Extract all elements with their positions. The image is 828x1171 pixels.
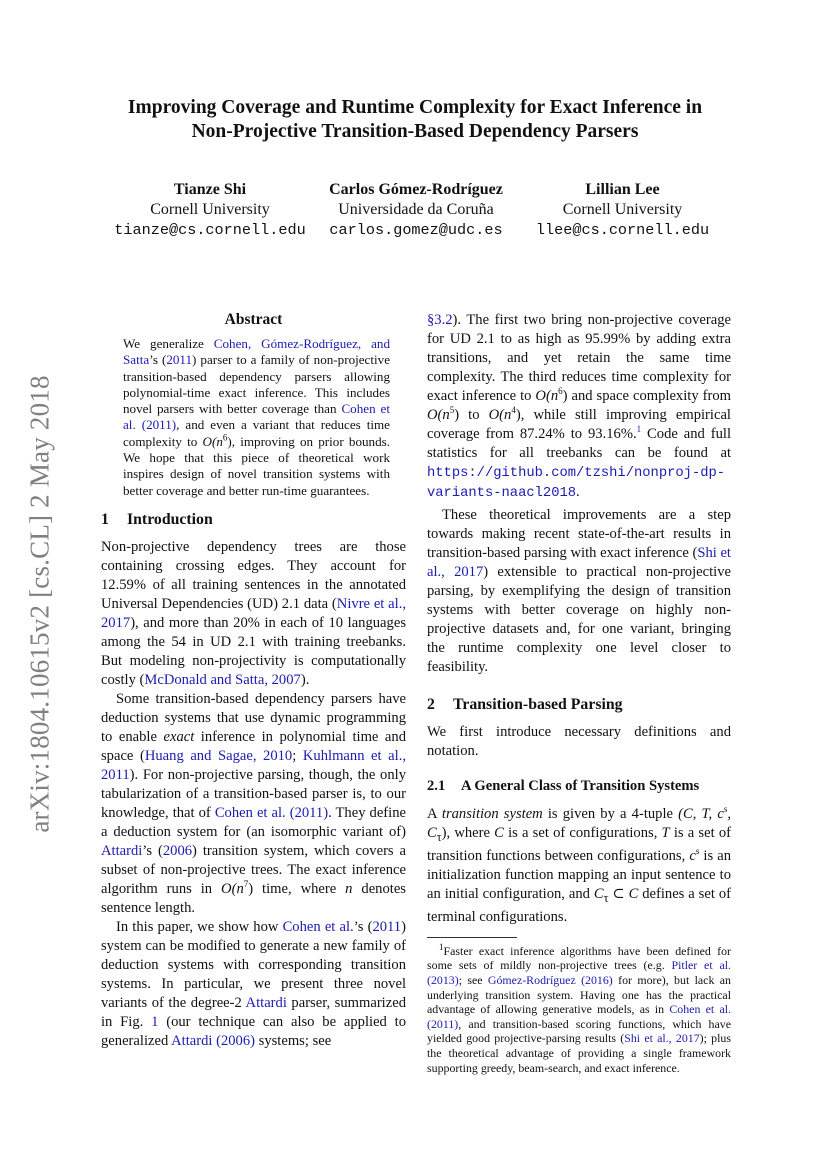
paragraph: Some transition-based dependency parsers have deduction systems that use dynamic programming to enable exact inference in polynomial time and space (Huang and Sagae, 2010; Kuhlmann et al., 2011). For non-projective parsing, though, the only tabularization of a transition-based parser is, to our knowledge, that of Cohen et al. (2011). They define a deduction system for (an isomorphic variant of) Attardi’s (2006) transition system, which covers a subset of non-projective trees. The exact inference algorithm runs in $O(n^7)$ time, where n denotes sentence length. [101,690,407,916]
code-url-link[interactable]: https://github.com/tzshi/nonproj-dp-variants-naacl2018 [427,466,726,501]
author-name: Carlos Gómez-Rodríguez [329,181,503,198]
arxiv-stamp-text: arXiv:1804.10615v2 [cs.CL] 2 May 2018 [24,375,55,833]
citation-link[interactable]: Gómez-Rodríguez (2016) [487,973,613,987]
paragraph: §3.2). The first two bring non-projective coverage for UD 2.1 to as high as 95.99% by adding extra transitions, and yet retain the same time complexity. The third reduces time complexity for exact inference to $O(n^6)$ and space complexity from $O(n^5)$ to $O(n^4)$, while still improving empirical coverage from 87.24% to 93.16%.$^1$ Code and full statistics for all treebanks can be found at https://github.com/tzshi/nonproj-dp-variants-naacl2018. [427,312,731,501]
footnote-mark-link[interactable]: 1 [636,424,642,435]
abstract-heading: Abstract [224,311,283,328]
paragraph: A transition system is given by a 4-tuple (C, T, $c^s$, $C_\tau$), where C is a set of configurations, T is a set of transition functions between configurations, $c^s$ is an initialization function mapping an input sentence to an initial configuration, and $C_\tau$ ⊂ C defines a set of terminal configurations. [427,804,731,925]
citation-link[interactable]: 2011 [372,918,402,935]
author-affiliation: Cornell University [562,201,683,218]
footnote-rule [427,937,517,938]
title-line-1: Improving Coverage and Runtime Complexity for Exact Inference in [127,97,703,118]
section-heading: 1 Introduction [101,510,213,528]
author-email[interactable]: llee@cs.cornell.edu [535,221,710,239]
paragraph: Non-projective dependency trees are those containing crossing edges. They account for 12.59% of all training sentences in the annotated Universal Dependencies (UD) 2.1 data (Nivre et al., 2017), and more than 20% in each of 10 languages among the 54 in UD 2.1 with training treebanks. But modeling non-projectivity is computationally costly (McDonald and Satta, 2007). [101,538,406,688]
footnote: $^1$Faster exact inference algorithms have been defined for some sets of mildly non-projective trees (e.g. Pitler et al. (2013); see Gómez-Rodríguez (2016) for more), but lack an underlying transition system. Having one has the practical advantage of allowing generative models, as in Cohen et al. (2011), and transition-based scoring functions, which have yielded good projective-parsing results (Shi et al., 2017); plus the theoretical advantage of providing a single framework supporting greedy, beam-search, and exact inference. [427,941,732,1075]
citation-link[interactable]: Cohen, Gómez-Rodríguez, and Satta [123,336,390,368]
paragraph: In this paper, we show how Cohen et al.’s (2011) system can be modified to generate a new family of deduction systems with corresponding transition systems. In particular, we present three novel variants of the degree-2 Attardi parser, summarized in Fig. 1 (our technique can also be applied to generalized Attardi (2006) systems; see [101,918,407,1049]
paragraph: These theoretical improvements are a step towards making recent state-of-the-art results in transition-based parsing with exact inference (Shi et al., 2017) extensible to practical non-projective parsing, by exemplifying the design of transition systems with better coverage on highly non-projective datasets and, for one variant, bringing the runtime complexity one level closer to feasibility. [427,507,731,675]
arxiv-stamp [20,364,60,844]
author-name: Lillian Lee [585,181,660,198]
citation-link[interactable]: Cohen et al. [282,918,354,935]
paper-title [90,96,740,144]
author-affiliation: Cornell University [150,201,270,218]
citation-link[interactable]: Shi et al., 2017 [427,545,731,580]
citation-link[interactable]: McDonald and Satta, 2007 [144,671,301,688]
section-reference-link[interactable]: §3.2 [427,312,453,328]
citation-link[interactable]: Attardi (2006) [171,1032,255,1049]
author-name: Tianze Shi [173,181,247,198]
section-heading: 2 Transition-based Parsing [427,696,623,713]
citation-link[interactable]: Cohen et al. (2011) [427,1002,731,1031]
citation-link[interactable]: Huang and Sagae, 2010 [144,747,293,764]
citation-link[interactable]: 2006 [162,842,193,859]
left-column [101,308,406,1051]
citation-link[interactable]: Attardi [101,842,143,859]
citation-link[interactable]: Shi et al., 2017 [624,1031,700,1046]
citation-link[interactable]: Nivre et al., 2017 [101,595,406,631]
paragraph: We first introduce necessary definitions and notation. [427,724,731,759]
author-affiliation: Universidade da Coruña [338,201,494,218]
author-block-3 [520,180,725,240]
citation-link[interactable]: Cohen et al. (2011) [214,804,329,821]
figure-link[interactable]: 1 [151,1013,159,1030]
citation-link[interactable]: Cohen et al. (2011) [123,401,390,433]
citation-link[interactable]: Pitler et al. (2013) [427,958,732,987]
author-block-1 [100,180,320,240]
citation-link[interactable]: Kuhlmann et al., 2011 [101,747,406,783]
subsection-heading: 2.1 A General Class of Transition Systems [427,778,700,794]
author-email[interactable]: carlos.gomez@udc.es [329,221,503,239]
citation-link[interactable]: Attardi [245,994,287,1011]
title-line-2: Non-Projective Transition-Based Dependency Parsers [191,121,639,142]
right-column [427,311,731,1075]
citation-link[interactable]: 2011 [166,352,193,368]
abstract-text: We generalize Cohen, Gómez-Rodríguez, and Satta’s (2011) parser to a family of non-projective transition-based dependency parsers allowing polynomial-time exact inference. This includes novel parsers with better coverage than Cohen et al. (2011), and even a variant that reduces time complexity to $O(n^6)$, improving on prior bounds. We hope that this piece of theoretical work inspires design of novel transition systems with better coverage and better run-time guarantees. [123,336,391,498]
author-email[interactable]: tianze@cs.cornell.edu [114,221,306,239]
author-block-2 [316,180,516,240]
